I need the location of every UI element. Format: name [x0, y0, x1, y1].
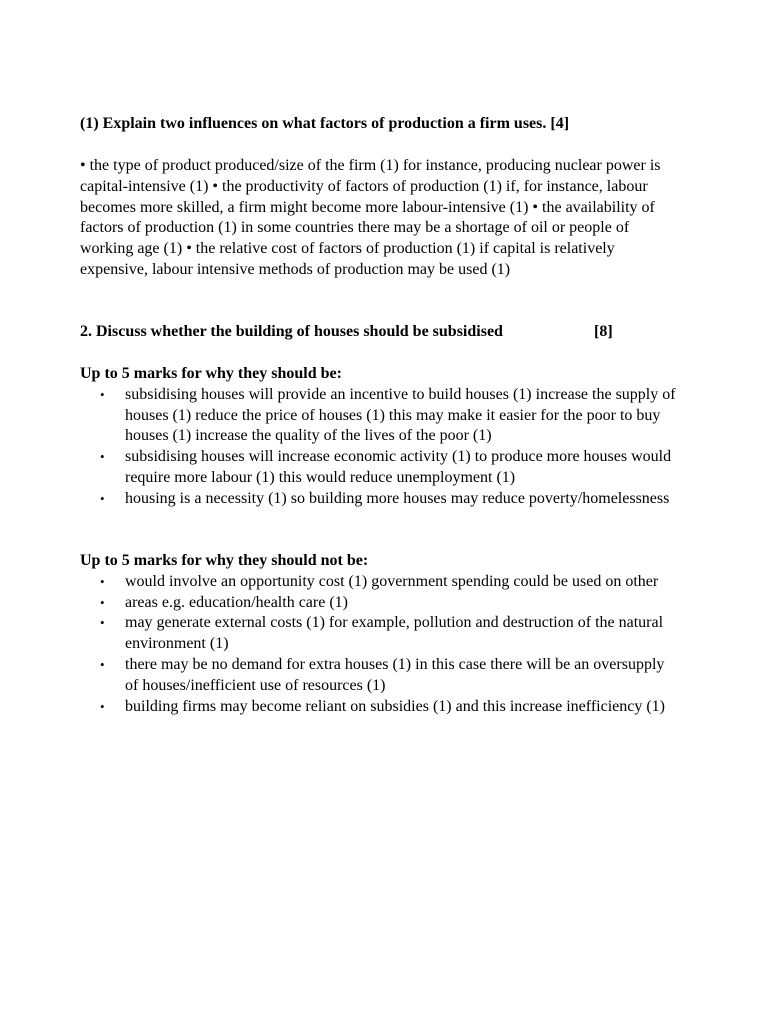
section-for-heading: Up to 5 marks for why they should be: — [80, 365, 342, 382]
question-2-title — [80, 322, 700, 343]
list-item: • there may be no demand for extra houses (1) in this case there will be an oversupply of houses/inefficient use of resources (1) — [100, 655, 665, 694]
section-against — [80, 551, 690, 717]
bullet-icon: • — [100, 615, 105, 631]
question-2-marks: [8] — [594, 323, 613, 340]
question-2-text: 2. Discuss whether the building of houses should be subsidised — [80, 323, 503, 340]
list-item: • subsidising houses will provide an incentive to build houses (1) increase the supply of houses (1) reduce the price of houses (1) this may make it easier for the poor to buy houses (1) increase the quality of the lives of the poor (1) — [100, 385, 676, 445]
question-1-title: (1) Explain two influences on what factors of production a firm uses. [4] — [80, 115, 570, 132]
list-item: • areas e.g. education/health care (1) — [80, 593, 680, 614]
list-item: • would involve an opportunity cost (1) government spending could be used on other — [80, 572, 680, 593]
section-against-list — [80, 572, 690, 718]
bullet-icon: • — [100, 490, 105, 506]
section-for-list — [80, 385, 690, 510]
list-item: • housing is a necessity (1) so building more houses may reduce poverty/homelessness — [80, 489, 680, 510]
list-item: • building firms may become reliant on subsidies (1) and this increase inefficiency (1) — [80, 697, 680, 718]
bullet-icon: • — [100, 386, 105, 402]
list-item: • may generate external costs (1) for example, pollution and destruction of the natural environment (1) — [100, 614, 664, 653]
bullet-icon: • — [100, 698, 105, 714]
bullet-icon: • — [100, 449, 105, 465]
bullet-icon: • — [100, 573, 105, 589]
bullet-icon: • — [100, 656, 105, 672]
section-against-heading: Up to 5 marks for why they should not be: — [80, 552, 369, 569]
section-for — [80, 364, 690, 510]
question-1-answer: • the type of product produced/size of the firm (1) for instance, producing nuclear power is capital-intensive (1) • the productivity of factors of production (1) if, for instance, labour becomes more skilled, a firm might become more labour-intensive (1) • the availability of factors of production (1) in some countries there may be a shortage of oil or people of working age (1) • the relative cost of factors of production (1) if capital is relatively expensive, labour intensive methods of production may be used (1) — [80, 157, 661, 278]
bullet-icon: • — [100, 594, 105, 610]
list-item: • subsidising houses will increase economic activity (1) to produce more houses would require more labour (1) this would reduce unemployment (1) — [100, 448, 672, 486]
